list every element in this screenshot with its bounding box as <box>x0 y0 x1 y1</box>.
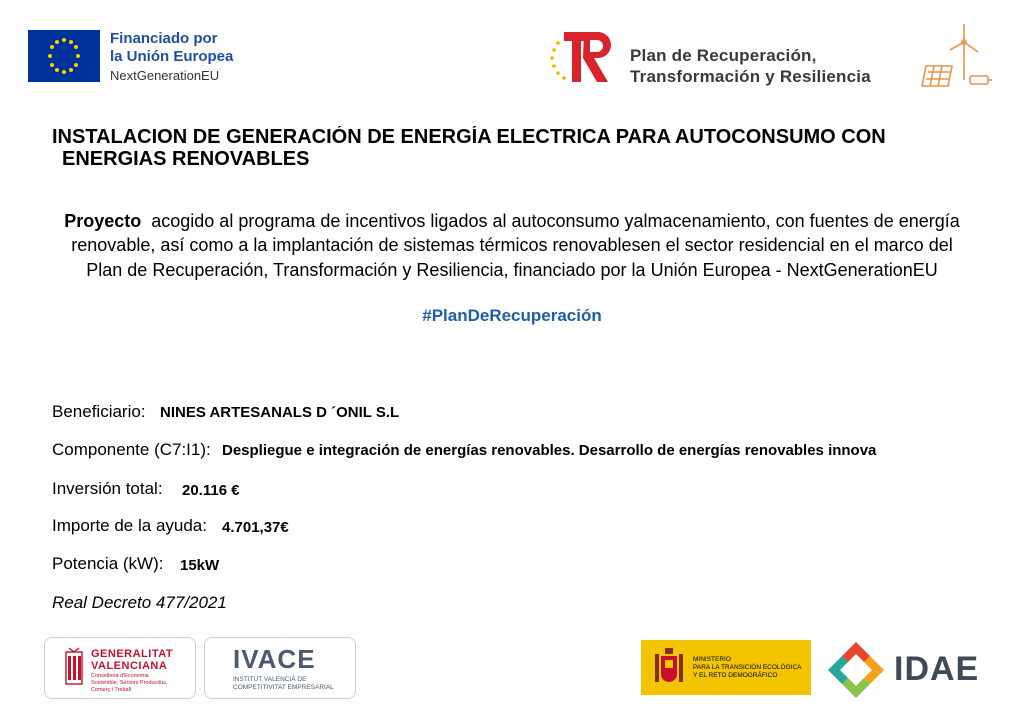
component-label: Componente (C7:I1): <box>52 440 211 459</box>
ministry-line-2: PARA LA TRANSICIÓN ECOLÓGICA <box>693 664 802 671</box>
ministry-line-3: Y EL RETO DEMOGRÁFICO <box>693 672 778 679</box>
gva-line-2: VALENCIANA <box>91 660 168 672</box>
investment-value: 20.116 € <box>182 482 240 499</box>
aid-amount-label: Importe de la ayuda: <box>52 516 207 535</box>
ivace-line-1: INSTITUT VALENCIÀ DE <box>233 676 307 683</box>
ministry-logo <box>641 640 811 695</box>
plan-logo-line-1: Plan de Recuperación, <box>630 46 817 65</box>
aid-amount-value: 4.701,37€ <box>222 519 289 536</box>
idae-logo <box>824 638 994 700</box>
idae-symbol-icon <box>826 640 886 698</box>
ivace-line-2: COMPETITIVITAT EMPRESARIAL <box>233 684 334 691</box>
power-label: Potencia (kW): <box>52 554 164 573</box>
tr-logo-icon <box>548 28 616 86</box>
gva-line-1: GENERALITAT <box>91 648 174 660</box>
ivace-name: IVACE <box>233 644 316 674</box>
eu-stars-icon <box>28 30 100 82</box>
description-line-1-text: acogido al programa de incentivos ligados al autoconsumo yalmacenamiento, con fuentes de energía <box>141 211 960 231</box>
wind-solar-icon <box>918 22 994 92</box>
gva-shield-icon <box>63 646 85 690</box>
generalitat-valenciana-logo <box>44 637 196 699</box>
description-line-1 <box>0 211 1024 232</box>
ministry-line-1: MINISTERIO <box>693 656 731 663</box>
idae-name: IDAE <box>894 650 980 688</box>
beneficiary-value: NINES ARTESANALS D ´ONIL S.L <box>160 404 400 421</box>
hashtag: #PlanDeRecuperación <box>422 306 602 325</box>
eu-logo-line-1: Financiado por <box>110 30 218 47</box>
ivace-logo <box>204 637 356 699</box>
spain-coat-of-arms-icon <box>651 646 687 690</box>
title-line-2: ENERGIAS RENOVABLES <box>62 148 310 170</box>
gva-line-3: Conselleria d'Economia <box>91 673 149 679</box>
beneficiary-label: Beneficiario: <box>52 402 146 421</box>
eu-logo-line-2: la Unión Europea <box>110 48 234 65</box>
eu-flag-icon <box>28 30 100 82</box>
title-line-1: INSTALACION DE GENERACIÓN DE ENERGÍA ELECTRICA PARA AUTOCONSUMO CON <box>52 126 886 148</box>
eu-logo-line-3: NextGenerationEU <box>110 68 220 83</box>
gva-line-4: Sostenible, Sectors Productius, <box>91 680 168 686</box>
description-line-3: Plan de Recuperación, Transformación y Resiliencia, financiado por la Unión Europea - NextGenerationEU <box>86 260 938 280</box>
investment-label: Inversión total: <box>52 479 163 498</box>
description-line-2: renovable, así como a la implantación de sistemas térmicos renovablesen el sector residencial en el marco del <box>71 235 953 255</box>
component-value: Despliegue e integración de energías renovables. Desarrollo de energías renovables innova <box>222 442 877 459</box>
gva-line-5: Comerç i Treball <box>91 687 132 693</box>
power-value: 15kW <box>180 557 220 574</box>
plan-logo-line-2: Transformación y Resiliencia <box>630 67 871 86</box>
royal-decree: Real Decreto 477/2021 <box>52 593 227 612</box>
description-project-word: Proyecto <box>64 211 142 231</box>
